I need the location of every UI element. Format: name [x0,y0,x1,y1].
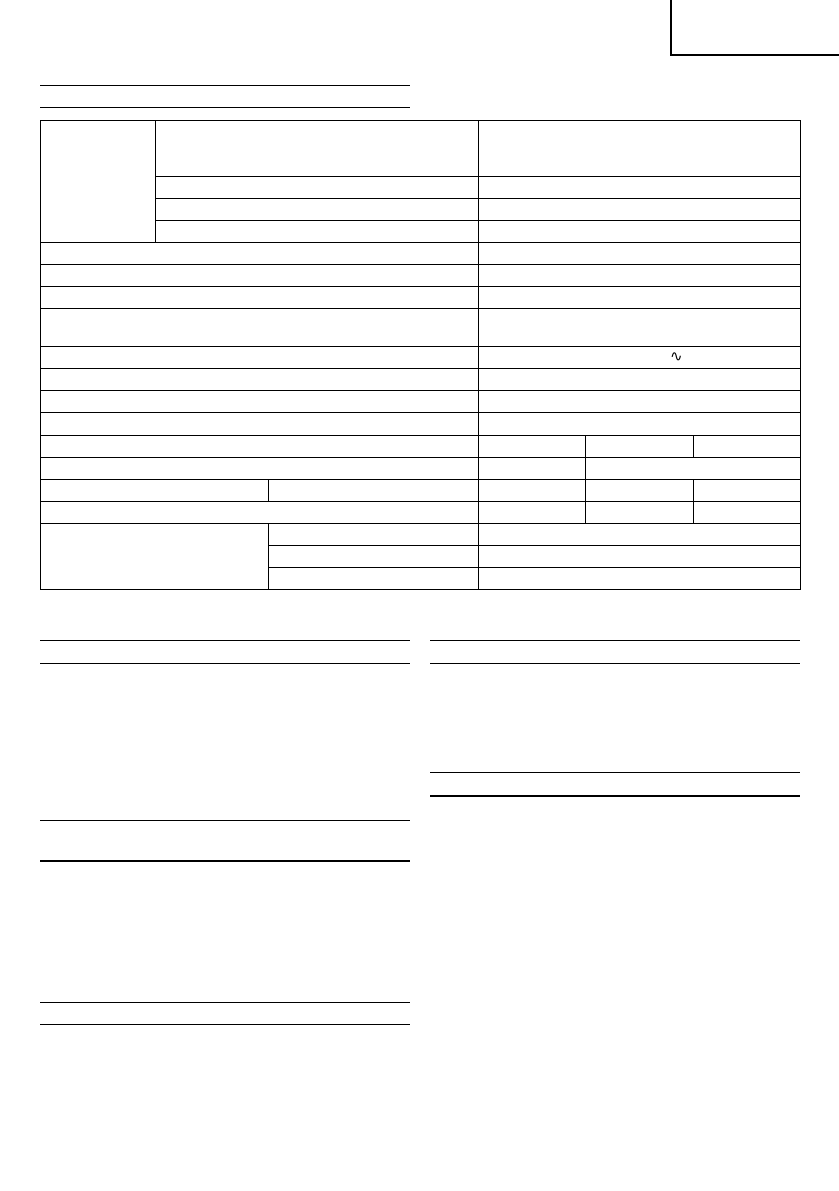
table-cell [694,480,801,502]
table-cell [479,568,801,590]
table-cell [479,243,801,265]
table-cell [479,309,801,347]
table-row [41,436,801,458]
table-row [41,502,801,524]
right-section-1-rule-bottom [430,663,800,664]
right-section-2-rule-top [430,772,800,773]
table-cell [479,458,586,480]
left-section-2-rule-bottom [40,860,410,862]
table-cell [586,436,694,458]
table-cell [41,265,479,287]
table-cell [41,121,156,243]
table-row [41,265,801,287]
table-row [41,369,801,391]
table-cell [586,480,694,502]
table-cell [479,177,801,199]
table-cell [479,369,801,391]
left-section-1-rule-top [40,640,410,641]
table-cell [586,502,694,524]
table-row [41,243,801,265]
table-cell [586,458,801,480]
table-cell [156,121,479,177]
table-cell [156,177,479,199]
table-cell [41,347,479,369]
table-cell [41,436,479,458]
table-cell [41,413,479,436]
left-section-2-rule-top [40,820,410,821]
table-cell [41,369,479,391]
section-heading-rule-bottom [40,107,410,108]
table-cell [694,436,801,458]
table-cell [479,436,586,458]
table-cell [41,502,479,524]
table-row [41,287,801,309]
table-cell [41,458,479,480]
right-section-2-rule-bottom [430,795,800,797]
table-cell [479,524,801,546]
table-row [41,413,801,436]
table-cell [479,287,801,309]
left-section-3-rule-top [40,1002,410,1003]
table-cell [41,287,479,309]
table-cell [41,309,479,347]
specifications-table [40,120,801,590]
table-cell [479,265,801,287]
table-cell [269,568,479,590]
table-cell [479,502,586,524]
table-cell [156,199,479,221]
table-row [41,347,801,369]
table-row [41,309,801,347]
table-cell [479,199,801,221]
left-section-3-rule-bottom [40,1024,410,1025]
table-cell [269,524,479,546]
table-row [41,524,801,546]
table-cell [156,221,479,243]
section-heading-rule-top [40,85,410,86]
table-cell [41,524,269,590]
table-cell [269,480,479,502]
table-cell [41,243,479,265]
table-cell [41,391,479,413]
table-cell [479,221,801,243]
table-row [41,480,801,502]
table-row [41,391,801,413]
table-row [41,121,801,177]
table-cell [479,546,801,568]
table-cell [479,347,801,369]
page-tab [670,0,839,56]
left-section-1-rule-bottom [40,663,410,664]
table-row [41,458,801,480]
right-section-1-rule-top [430,640,800,641]
table-cell [694,502,801,524]
table-cell [479,121,801,177]
table-cell [269,546,479,568]
table-cell [479,480,586,502]
table-cell [479,413,801,436]
ac-symbol-icon: ∿ [670,347,683,365]
table-cell [479,391,801,413]
table-cell [41,480,269,502]
